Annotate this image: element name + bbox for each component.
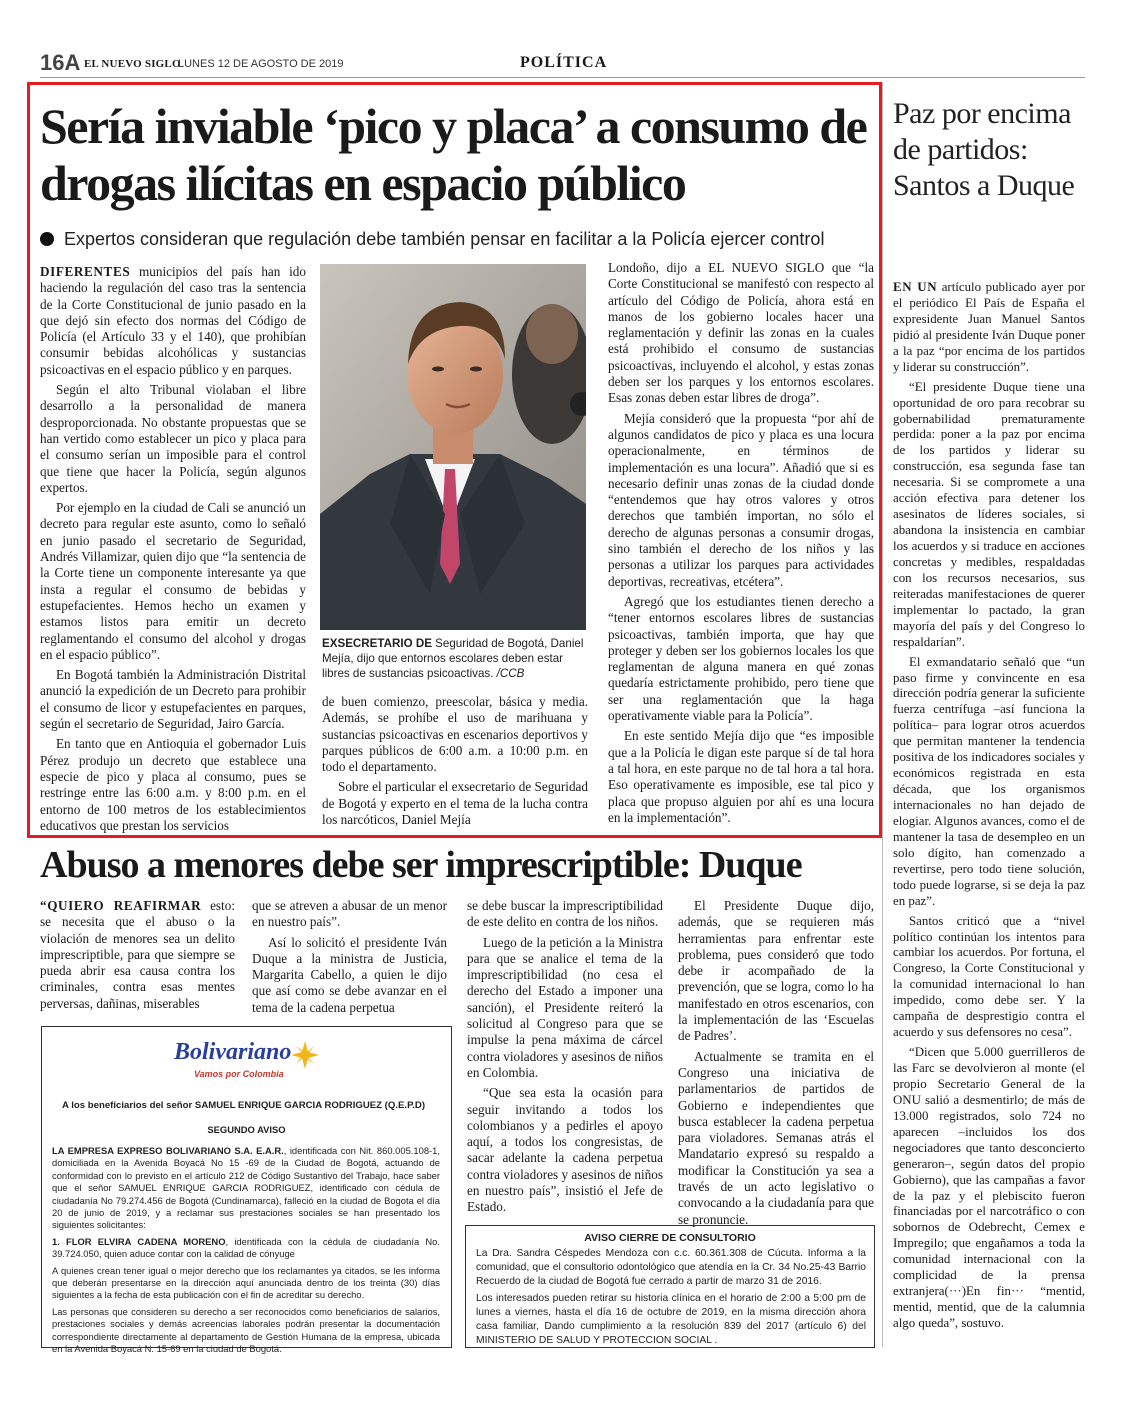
paragraph (893, 914, 1085, 1042)
paragraph (322, 779, 588, 828)
second-headline: Abuso a menores debe ser imprescriptible: Duque (40, 844, 802, 886)
paragraph-lead: EN UN (893, 280, 938, 294)
notice-body-2: A quienes crean tener igual o mejor derecho que los reclamantes ya citados, se les informa que deberán presentarse en la dirección aquí anunciada dentro de los treinta (30) días siguientes a la fecha de esta publicación con el fin de acreditar su derecho. (52, 1264, 440, 1301)
section-title: POLÍTICA (520, 54, 608, 71)
paragraph (40, 667, 306, 732)
notice-body (52, 1145, 440, 1360)
sidebar-body (893, 280, 1085, 1336)
masthead: EL NUEVO SIGLO (84, 58, 181, 70)
photo-caption (322, 636, 588, 681)
caption-credit: /CCB (493, 667, 525, 681)
bullet-icon (40, 232, 54, 246)
paragraph-text: se debe buscar la imprescriptibilidad de este delito en contra de los niños. (467, 898, 663, 930)
notice-body-3: Las personas que consideren su derecho a ser reconocidos como beneficiarios de salarios, prestaciones sociales y demás acreencias laborales podrán presentar la documentación correspondiente directamente al departamento de Gestión Humana de la empresa, ubicada en la Avenida Boyacá N. 15-69 en la ciudad de Bogotá. (52, 1305, 440, 1355)
paragraph (893, 1045, 1085, 1332)
main-col-3 (608, 260, 874, 830)
paragraph (608, 411, 874, 590)
paragraph-text: En tanto que en Antioquia el gobernador Luis Pérez produjo un decreto que establece una especie de pico y placa al consumo, pues se restringe entre las 6:00 a.m. y 8:00 p.m. en el entorno de 100 metros de los establecimientos educativos que prestan los servicios (40, 736, 306, 833)
paragraph-text: Sobre el particular el exsecretario de Seguridad de Bogotá y experto en el tema de la lucha contra los narcóticos, Daniel Mejía (322, 779, 588, 828)
paragraph (608, 728, 874, 826)
paragraph (40, 500, 306, 663)
column-divider (882, 82, 883, 1347)
paragraph-text: En este sentido Mejía dijo que “es imposible que a la Policía le digan este parque sí de tal hora a tal hora, en este parque no de tal hora a tal hora. Eso operativamente es imposible, ese tal pico y placa que propuso alguien por ahí es una locura en la implementación”. (608, 728, 874, 825)
portrait-photo (320, 264, 586, 630)
paragraph-text: “Que sea esta la ocasión para seguir invitando a todos los colombianos y a pedirles el apoyo aquí, a todos los congresistas, de sacar adelante la cadena perpetua contra violadores y asesinos de niños en nuestro país”, insistió el Jefe de Estado. (467, 1085, 663, 1215)
paragraph-lead: “QUIERO REAFIRMAR (40, 898, 202, 913)
page-number: 16A (40, 50, 81, 75)
paragraph (40, 736, 306, 834)
consultorio-body (476, 1247, 866, 1352)
second-col-3 (467, 898, 663, 1220)
second-col-1 (40, 898, 235, 1016)
paragraph-text: artículo publicado ayer por el periódico El País de España el expresidente Juan Manuel Santos pidió al presidente Iván Duque poner a la paz “por encima de los partidos y liderar su construcción”. (893, 280, 1085, 374)
paragraph (467, 935, 663, 1082)
consultorio-notice (465, 1225, 875, 1348)
header-rule (40, 77, 1085, 78)
consultorio-body-2: Los interesados pueden retirar su historia clínica en el horario de 2:00 a 5:00 pm de lunes a viernes, hasta el día 16 de octubre de 2019, en la misma dirección ahora casa familiar, Dando cumplimiento a la resolución 839 del 2017 (artículo 6) del MINISTERIO DE SALUD Y PROTECCION SOCIAL . (476, 1293, 866, 1346)
paragraph-text: En Bogotá también la Administración Distrital anunció la expedición de un Decreto para prohibir el consumo de licor y estupefacientes en parques, según el secretario de Seguridad, Jairo García. (40, 667, 306, 732)
claimant-text: , identificada con la cédula de ciudadanía No. 39.724.050, quien aduce contar con la calidad de cónyuge (52, 1235, 440, 1260)
paragraph-text: El Presidente Duque dijo, además, que se requieren más herramientas para enfrentar este problema, pues consideró que todo debe ir acompañado de la prevención, que se logra, como lo ha manifestado en otros escenarios, con la implementación de las ‘Escuelas de Padres’. (678, 898, 874, 1044)
paragraph (678, 898, 874, 1045)
main-headline: Sería inviable ‘pico y placa’ a consumo de drogas ilícitas en espacio público (40, 98, 867, 211)
paragraph-text: Santos criticó que a “nivel político continúan los intentos para cambiar los acuerdos. Por fortuna, el Congreso, la Corte Constitucional y la comunidad internacional lo han impedido, como debe ser. Y la campaña de desprestigio contra el acuerdo y sus defensores no cesa”. (893, 913, 1085, 1040)
paragraph-text: Así lo solicitó el presidente Iván Duque a la ministra de Justicia, Margarita Cabello, a quien le dijo que así como se debe avanzar en el tema de la cadena perpetua (252, 934, 447, 1015)
paragraph (40, 264, 306, 378)
paragraph (322, 694, 588, 775)
paragraph-text: municipios del país han ido haciendo la regulación del caso tras la sentencia de la Corte Constitucional de junio pasado en la que dejó sin efecto dos normas del Código de Policía (el Artículo 33 y el 140), que prohibían consumir bebidas alcohólicas y sustancias psicoactivas en el espacio público y en parques. (40, 264, 306, 377)
claimant-name: 1. FLOR ELVIRA CADENA MORENO (52, 1235, 226, 1247)
sidebar-headline: Paz por encima de partidos: Santos a Duque (893, 97, 1075, 202)
paragraph-text: de buen comienzo, preescolar, básica y media. Además, se prohíbe el uso de marihuana y sustancias psicoactivas en escenarios deportivos y parques públicos de 6:00 a.m. a 10:00 p.m. en todo el departamento. (322, 694, 588, 775)
paragraph (40, 898, 235, 1012)
paragraph-text: esto: se necesita que el abuso o la violación de menores sea un delito imprescriptible, para que siempre se pueda abrir esa causa contra los criminales, contra esas mentes perversas, dañinas, miserables (40, 898, 235, 1011)
paragraph-text: Londoño, dijo a EL NUEVO SIGLO que “la Corte Constitucional se manifestó con respecto al artículo del Código de Policía, ahora está en manos de los gobierno locales hacer una reglamentación y definir las zonas en la cuales está prohibido el consumo de sustancias psicoactivas, incluyendo el alcohol, y estas zonas deben ser los parques y los entornos escolares. Esas zonas deben estar libres de droga”. (608, 260, 874, 406)
paragraph-text: que se atreven a abusar de un menor en nuestro país”. (252, 898, 447, 930)
bolivariano-notice (41, 1026, 452, 1355)
paragraph-text: El exmandatario señaló que “un paso firme y convincente en esa dirección podría generar la suficiente fuerza centrífuga –así funciona la política– para lograr otros acuerdos que permitan mantener la tendencia positiva de los indicadores sociales y económicos registrada en esta década, que los organismos internacionales no han dejado de elogiar. Algunos avances, como el de mantener la tasa de desempleo en un solo dígito, han comenzado a revertirse, pero todo tiene solución, todo puede lograrse, si se deja la paz en paz”. (893, 654, 1085, 908)
issue-date: LUNES 12 DE AGOSTO DE 2019 (178, 58, 344, 70)
logo-tagline: Vamos por Colombia (194, 1069, 284, 1079)
paragraph (893, 655, 1085, 910)
paragraph-text: Según el alto Tribunal violaban el libre desarrollo a la personalidad de manera desproporcionada. No obstante propuestas que se han vertido como establecer un pico y placa para el consumo serían un imposible para el control que tiene que hacer la Policía, según algunos expertos. (40, 382, 306, 495)
caption-lead: EXSECRETARIO DE (322, 637, 432, 650)
paragraph (252, 898, 447, 931)
paragraph-text: “Dicen que 5.000 guerrilleros de las Farc se devolvieron al monte (el propio Secretario General de la ONU salió a desmentirlo; de más de 13.000 registrados, solo 724 no aparecen –incluidos los dos negociadores que tanto desconcierto generaron–, según datos del propio Gobierno), que las campañas a favor de la paz y el plebiscito fueron financiadas por el narcotráfico o con sobornos de Odebrecht, Cemex e Impregilo; que engañamos a toda la comunidad internacional con la complicidad de la prensa extranjera(···)En fin··· “mentid, mentid, mentid, que de la calumnia algo queda”, sostuvo. (893, 1045, 1085, 1330)
consultorio-body-1: La Dra. Sandra Céspedes Mendoza con c.c. 60.361.308 de Cúcuta. Informa a la comunidad, que el consultorio odontológico que atendía en la Cr. 34 No.25-43 Barrio Recuerdo de la ciudad de Bogotá fue cerrado a partir de marzo 31 de 2016. (476, 1248, 866, 1287)
main-col-2 (322, 694, 588, 832)
paragraph-text: Agregó que los estudiantes tienen derecho a “tener entornos escolares libres de sustancias psicoactivas, también importa, que hay que proteger y deben ser los gobiernos locales los que reglamentan de alguna manera en qué zonas quedaría estrictamente prohibido, pero tiene que ser una reglamentación que la haga operativamente viable para la Policía”. (608, 593, 874, 724)
subhead-text: Expertos consideran que regulación debe también pensar en facilitar a la Policía ejercer control (64, 229, 825, 249)
logo-wordmark: Bolivariano (174, 1039, 292, 1065)
beneficiaries-line: A los beneficiarios del señor SAMUEL ENRIQUE GARCIA RODRIGUEZ (Q.E.P.D) (62, 1100, 426, 1111)
caption-text: Seguridad de Bogotá, Daniel Mejía, dijo que entornos escolares deben estar libres de sustancias psicoactivas. (322, 637, 584, 681)
paragraph (893, 380, 1085, 651)
company-name: LA EMPRESA EXPRESO BOLIVARIANO S.A. E.A.R. (52, 1145, 284, 1156)
main-subhead (40, 229, 880, 250)
paragraph-text: Luego de la petición a la Ministra para que se analice el tema de la imprescriptibilidad (no cesa el derecho del Estado a imponer una sanción), el Presidente reiteró la solicitud al Congreso para que se impulse la pena máxima de cárcel contra violadores y asesinos de niños en Colombia. (467, 934, 663, 1080)
paragraph-text: Actualmente se tramita en el Congreso una iniciativa de parlamentarios de partidos de Gobierno e independientes que busca establecer la cadena perpetua para violadores. Semanas atrás el Mandatario expresó su respaldo a modificar la Constitución ya sea a través de un acto legislativo o convocando a la ciudadanía para que se pronuncie. (678, 1048, 874, 1227)
second-col-2 (252, 898, 447, 1020)
notice-title: SEGUNDO AVISO (207, 1124, 286, 1135)
main-col-1 (40, 264, 306, 838)
paragraph (467, 898, 663, 931)
paragraph (40, 382, 306, 496)
notice-body-1: , identificada con Nit. 860.005.108-1, domiciliada en la Avenida Boyacá No 15 -69 de la Ciudad de Bogotá, actuando de conformidad con lo previsto en el artículo 212 de Código Sustantivo del Trabajo, hace saber que el señor SAMUEL ENRIQUE GARCIA RODRIGUEZ, identificado con cédula de ciudadanía No 79.274.456 de Bogotá (Cundinamarca), falleció en la ciudad de Bogota el día 20 de junio de 2019, y a reclamar sus prestaciones sociales se han presentado los siguientes solicitantes: (52, 1145, 440, 1231)
paragraph (252, 935, 447, 1016)
consultorio-title: AVISO CIERRE DE CONSULTORIO (584, 1232, 756, 1244)
paragraph-text: Mejía consideró que la propuesta “por ahí de algunos candidatos de pico y placa es una locura operacionalmente, en términos de implementación es una locura”. Añadió que si es necesario definir unas zonas de la ciudad donde “entendemos que hay otros valores y otros derechos que también importan, no sólo el derecho de algunas personas a consumir drogas, sino también el derecho de los niños y las personas a utilizar los parques para actividades deportivas, recreativas, etcétera”. (608, 410, 874, 589)
paragraph (608, 594, 874, 724)
paragraph (467, 1085, 663, 1215)
paragraph (608, 260, 874, 407)
paragraph-lead: DIFERENTES (40, 264, 131, 279)
man-speaking-icon (320, 264, 586, 630)
paragraph-text: Por ejemplo en la ciudad de Cali se anunció un decreto para regular este asunto, como lo señaló en junio pasado el secretario de Seguridad, Andrés Villamizar, quien dijo que “la sentencia de la Corte tiene un componente interesante ya que insta a regular el consumo de bebidas y estupefacientes. Hemos hecho un examen y estamos listos para emitir un decreto reglamentando el consumo del alcohol y drogas en el espacio público”. (40, 500, 306, 662)
paragraph (893, 280, 1085, 376)
paragraph (678, 1049, 874, 1228)
paragraph-text: “El presidente Duque tiene una oportunidad de oro para recobrar su gobernabilidad prematuramente perdida: poner a la paz por encima de los partidos y liderar su construcción, esa segunda fase tan necesaria. Si se compromete a una acción efectiva para detener los asesinatos de líderes sociales, si abandona la insistencia en cambiar los acuerdos y si traduce en acciones concretas y medibles, respaldadas con los recursos necesarios, sus reiteradas manifestaciones de querer implementar lo pactado, la gran mayoría del país y del Congreso lo respaldarían”. (893, 379, 1085, 649)
bolivariano-logo (170, 1035, 330, 1083)
second-col-4 (678, 898, 874, 1232)
